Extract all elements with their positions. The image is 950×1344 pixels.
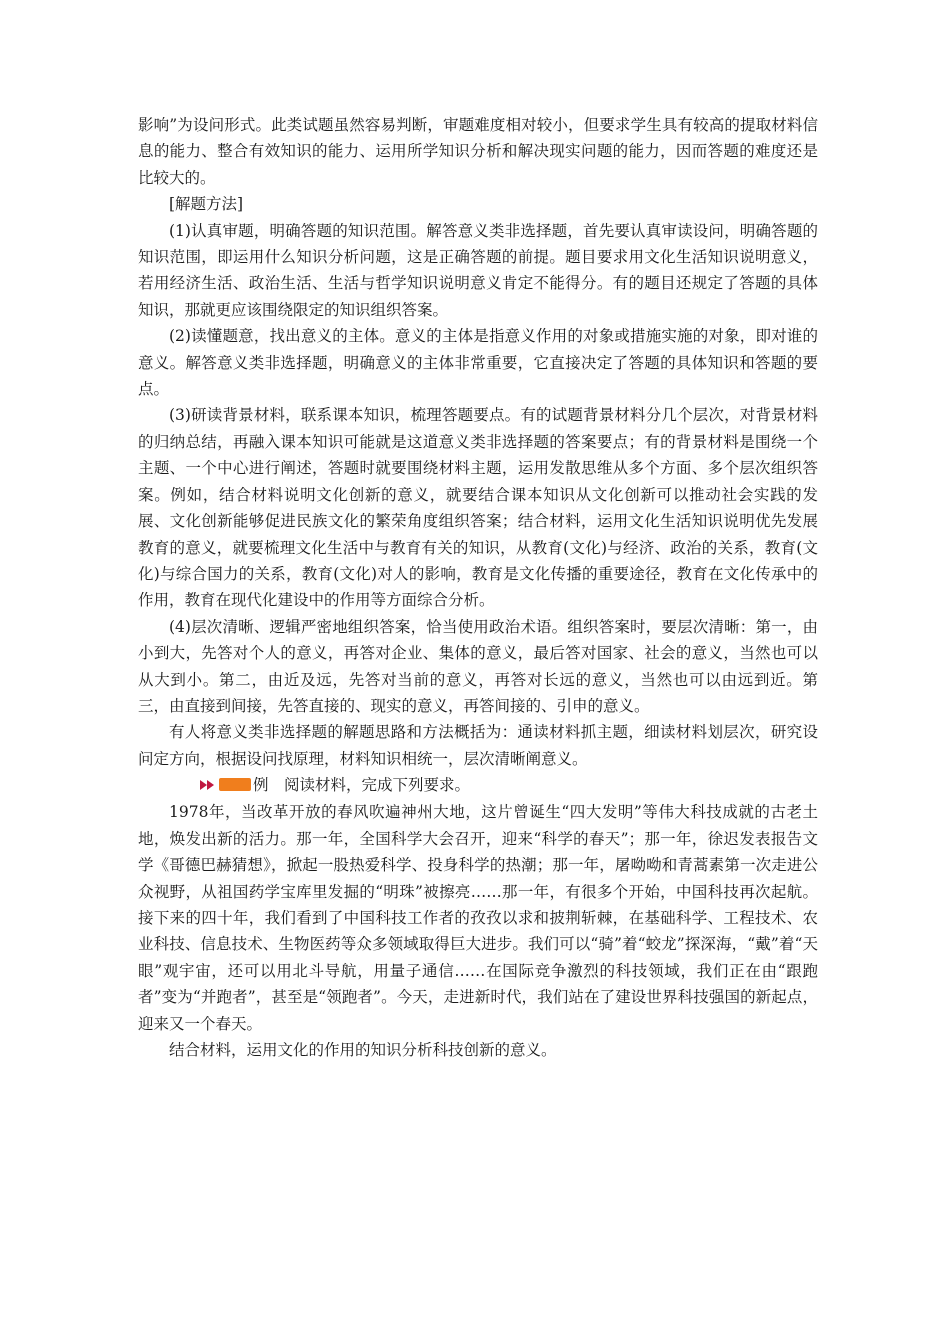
method-step-4: (4)层次清晰、逻辑严密地组织答案，恰当使用政治术语。组织答案时，要层次清晰：第一，由小到大，先答对个人的意义，再答对企业、集体的意义，最后答对国家、社会的意义，当然也可以从大到小。第二，由近及远，先答对当前的意义，再答对长远的意义，当然也可以由远到近。第三，由直接到间接，先答直接的、现实的意义，再答间接的、引申的意义。 — [138, 617, 818, 715]
example-badge — [219, 778, 251, 791]
double-arrow-icon — [200, 779, 218, 791]
example-marker-icon — [169, 771, 251, 797]
method-summary: 有人将意义类非选择题的解题思路和方法概括为：通读材料抓主题，细读材料划层次，研究设问定方向，根据设问找原理，材料知识相统一，层次清晰阐意义。 — [138, 723, 818, 768]
example-header — [138, 772, 818, 799]
method-step-1: (1)认真审题，明确答题的知识范围。解答意义类非选择题，首先要认真审读设问，明确答题的知识范围，即运用什么知识分析问题，这是正确答题的前提。题目要求用文化生活知识说明意义，若用经济生活、政治生活、生活与哲学知识说明意义肯定不能得分。有的题目还规定了答题的具体知识，那就更应该围绕限定的知识组织答案。 — [138, 221, 818, 319]
method-step-2: (2)读懂题意，找出意义的主体。意义的主体是指意义作用的对象或措施实施的对象，即对谁的意义。解答意义类非选择题，明确意义的主体非常重要，它直接决定了答题的具体知识和答题的要点。 — [138, 327, 818, 399]
example-instruction: 阅读材料，完成下列要求。 — [284, 776, 471, 795]
example-label: 例 — [253, 776, 269, 795]
question-paragraph: 结合材料，运用文化的作用的知识分析科技创新的意义。 — [169, 1041, 557, 1060]
section-heading-method: [解题方法] — [169, 195, 244, 214]
intro-paragraph: 影响”为设问形式。此类试题虽然容易判断，审题难度相对较小，但要求学生具有较高的提取材料信息的能力、整合有效知识的能力、运用所学知识分析和解决现实问题的能力，因而答题的难度还是比较大的。 — [138, 116, 818, 187]
method-step-3: (3)研读背景材料，联系课本知识，梳理答题要点。有的试题背景材料分几个层次，对背景材料的归纳总结，再融入课本知识可能就是这道意义类非选择题的答案要点；有的背景材料是围绕一个主题、一个中心进行阐述，答题时就要围绕材料主题，运用发散思维从多个方面、多个层次组织答案。例如，结合材料说明文化创新的意义，就要结合课本知识从文化创新可以推动社会实践的发展、文化创新能够促进民族文化的繁荣角度组织答案；结合材料，运用文化生活知识说明优先发展教育的意义，就要梳理文化生活中与教育有关的知识，从教育(文化)与经济、政治的关系，教育(文化)与综合国力的关系，教育(文化)对人的影响，教育是文化传播的重要途径，教育在文化传承中的作用，教育在现代化建设中的作用等方面综合分析。 — [138, 406, 818, 610]
document-body — [138, 112, 818, 1063]
material-paragraph: 1978年，当改革开放的春风吹遍神州大地，这片曾诞生“四大发明”等伟大科技成就的古老土地，焕发出新的活力。那一年，全国科学大会召开，迎来“科学的春天”；那一年，徐迟发表报告文学《哥德巴赫猜想》，掀起一股热爱科学、投身科学的热潮；那一年，屠呦呦和青蒿素第一次走进公众视野，从祖国药学宝库里发掘的“明珠”被擦亮……那一年，有很多个开始，中国科技再次起航。接下来的四十年，我们看到了中国科技工作者的孜孜以求和披荆斩棘，在基础科学、工程技术、农业科技、信息技术、生物医药等众多领域取得巨大进步。我们可以“骑”着“蛟龙”探深海，“戴”着“天眼”观宇宙，还可以用北斗导航，用量子通信……在国际竞争激烈的科技领域，我们正在由“跟跑者”变为“并跑者”，甚至是“领跑者”。今天，走进新时代，我们站在了建设世界科技强国的新起点，迎来又一个春天。 — [138, 803, 818, 1033]
